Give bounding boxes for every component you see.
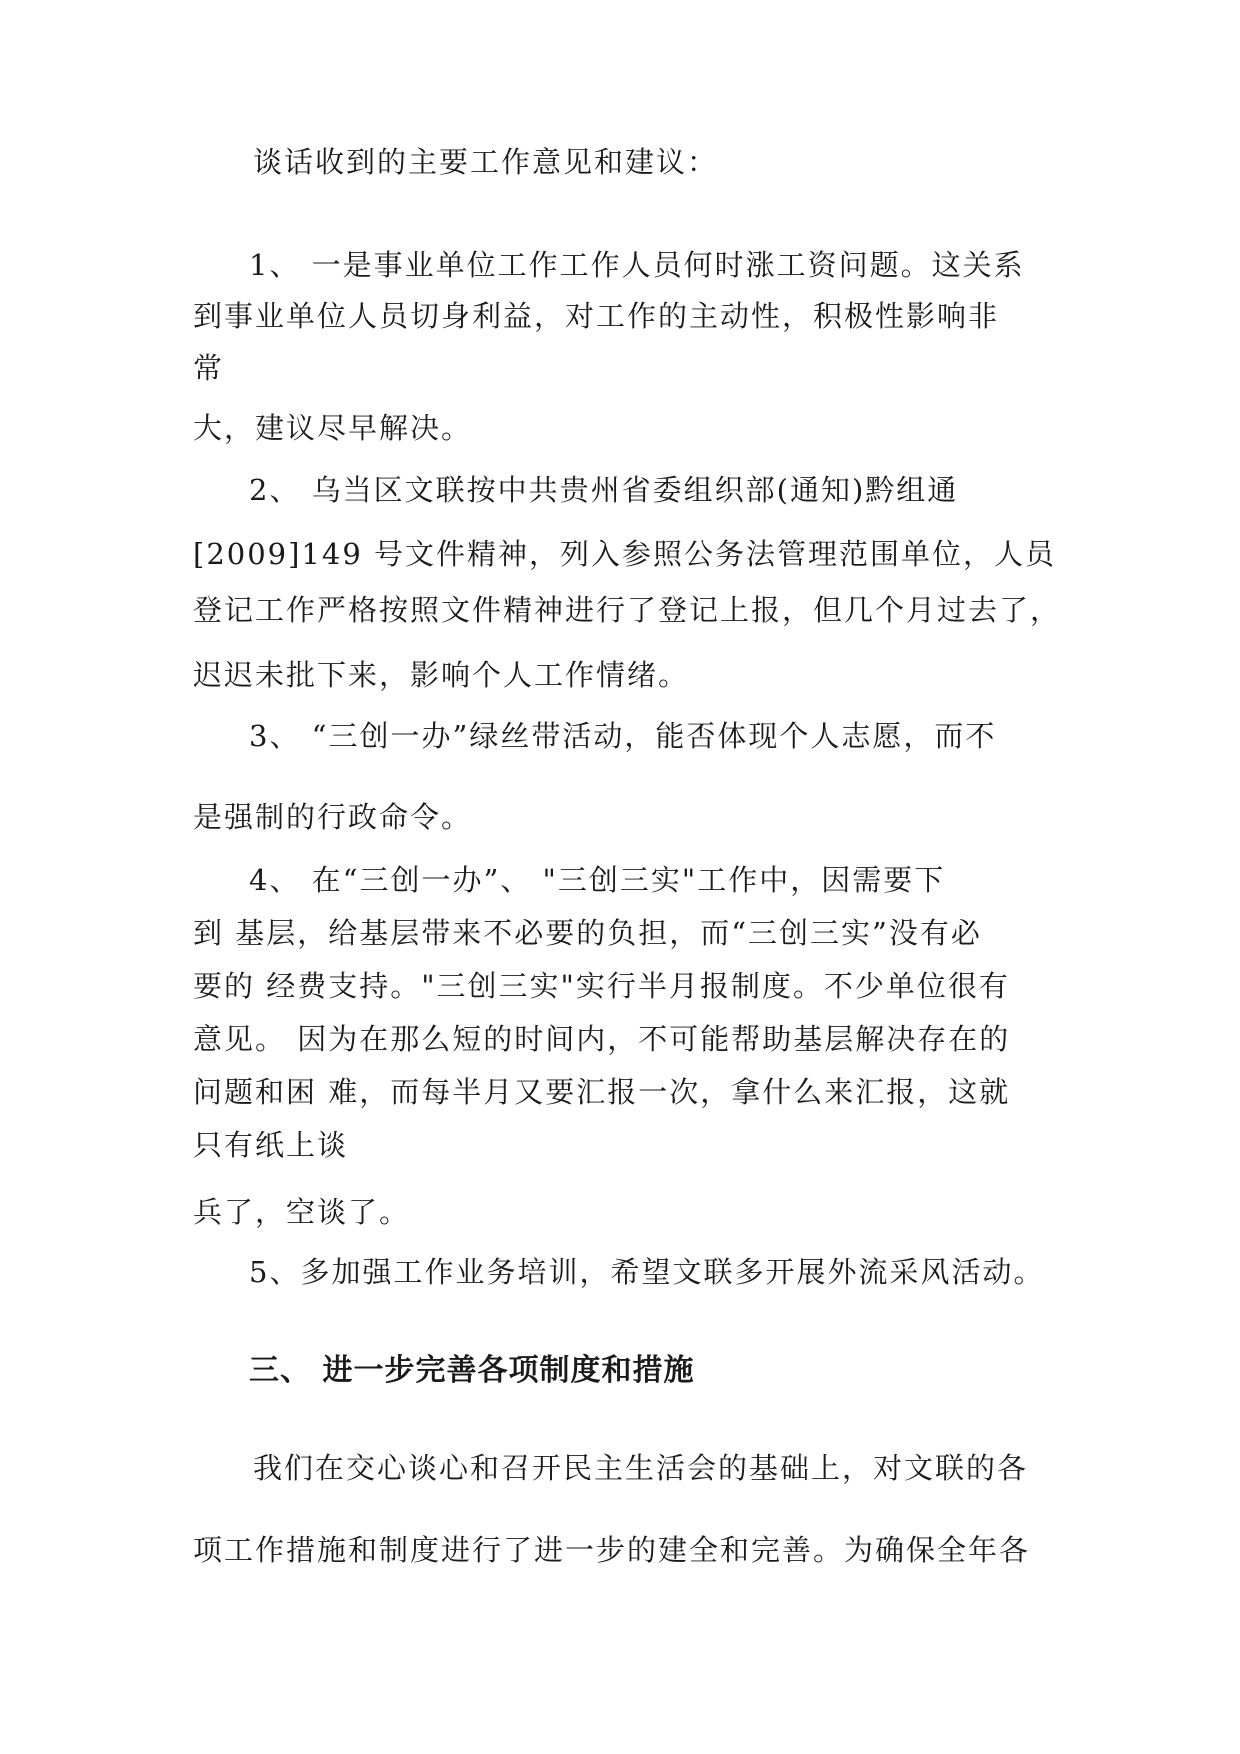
item-1-line-1: 1、 一是事业单位工作工作人员何时涨工资问题。这关系 [249,248,1025,282]
item-3-line-2: 是强制的行政命令。 [193,800,473,834]
item-4-line-6: 只有纸上谈 [193,1128,349,1162]
intro-line: 谈话收到的主要工作意见和建议： [253,145,719,179]
item-3-line-1: 3、 “三创一办”绿丝带活动，能否体现个人志愿，而不 [249,719,997,753]
section-line-1: 我们在交心谈心和召开民主生活会的基础上，对文联的各 [253,1451,1029,1485]
item-1-line-2: 到事业单位人员切身利益，对工作的主动性，积极性影响非 [193,299,1000,333]
item-4-line-3: 要的 经费支持。"三创三实"实行半月报制度。不少单位很有 [193,969,1010,1003]
item-4-line-7: 兵了，空谈了。 [193,1195,411,1229]
item-4-line-2: 到 基层，给基层带来不必要的负担，而“三创三实”没有必 [193,916,982,950]
item-2-line-4: 迟迟未批下来，影响个人工作情绪。 [193,658,690,692]
item-2-line-1: 2、 乌当区文联按中共贵州省委组织部(通知)黔组通 [249,473,959,507]
item-4-line-4: 意见。 因为在那么短的时间内，不可能帮助基层解决存在的 [193,1022,1011,1056]
item-2-line-2: [2009]149 号文件精神，列入参照公务法管理范围单位，人员 [193,537,1057,571]
item-1-line-3: 常 [193,351,225,385]
section-heading: 三、 进一步完善各项制度和措施 [249,1353,695,1388]
item-2-line-3: 登记工作严格按照文件精神进行了登记上报，但几个月过去了， [193,593,1062,627]
item-1-line-4: 大，建议尽早解决。 [193,411,473,445]
section-line-2: 项工作措施和制度进行了进一步的建全和完善。为确保全年各 [193,1533,1031,1567]
item-4-line-5: 问题和困 难，而每半月又要汇报一次，拿什么来汇报，这就 [193,1075,1011,1109]
item-5-line-1: 5、多加强工作业务培训，希望文联多开展外流采风活动。 [249,1255,1045,1289]
item-4-line-1: 4、 在“三创一办”、 "三创三实"工作中，因需要下 [249,863,946,897]
